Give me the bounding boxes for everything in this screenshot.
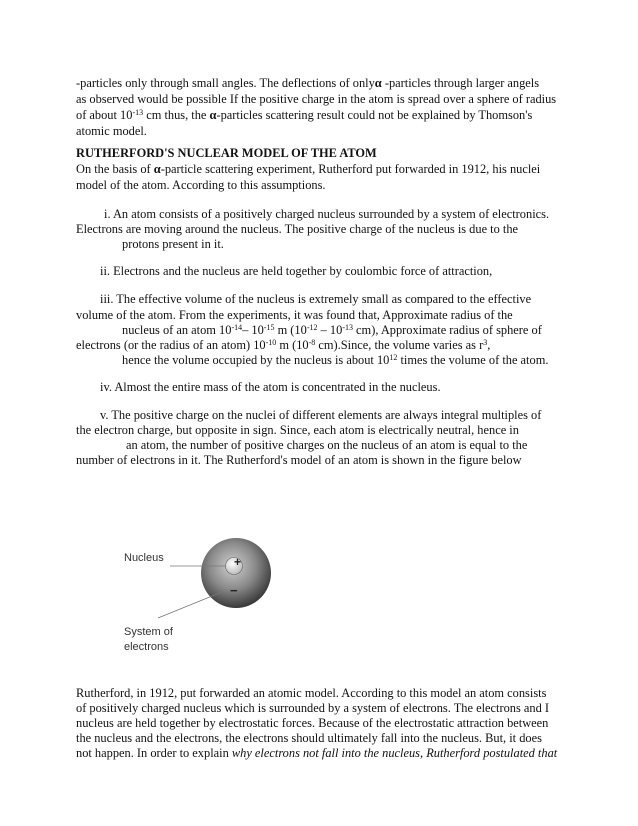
list-item-iv: iv. Almost the entire mass of the atom is concentrated in the nucleus. [100, 380, 441, 394]
text-line: the nucleus and the electrons, the electrons should ultimately fall into the nucleus. But, it does [76, 731, 542, 745]
list-item-ii: ii. Electrons and the nucleus are held together by coulombic force of attraction, [100, 264, 493, 278]
system-label-line2: electrons [124, 641, 169, 653]
text-line: as observed would be possible If the positive charge in the atom is spread over a sphere of radius [76, 92, 557, 106]
text-line: hence the volume occupied by the nucleus is about $10^{12}$ times the volume of the atom. [122, 353, 549, 367]
text-line: Electrons are moving around the nucleus. The positive charge of the nucleus is due to the [76, 222, 519, 236]
list-item-iii: iii. The effective volume of the nucleus is extremely small as compared to the effective [100, 292, 532, 306]
system-label-line1: System of [124, 626, 173, 638]
text-line: Rutherford, in 1912, put forwarded an atomic model. According to this model an atom consists [76, 686, 547, 700]
text-line: volume of the atom. From the experiments, it was found that, Approximate radius of the [76, 308, 513, 322]
list-item-v: v. The positive charge on the nuclei of different elements are always integral multiples of [100, 408, 542, 422]
section-heading: RUTHERFORD'S NUCLEAR MODEL OF THE ATOM [76, 146, 377, 160]
minus-sign: − [230, 583, 238, 598]
plus-sign: + [234, 555, 242, 569]
text-line: -particles only through small angles. The deflections of onlyα -particles through larger angels [76, 76, 540, 90]
text-line: atomic model. [76, 124, 147, 138]
nucleus-label: Nucleus [124, 552, 164, 564]
text-line: protons present in it. [122, 237, 224, 251]
text-line: of about $10^{-13}$ cm thus, the α-particles scattering result could not be explained by Thomson's [76, 108, 533, 122]
text-line: model of the atom. According to this assumptions. [76, 178, 326, 192]
text-line: nucleus of an atom $10^{-14}-$ $10^{-15}$ m ($10^{-12} - 10^{-13}$ cm), Approximate radius of sphere of [122, 323, 542, 337]
electron-pointer [158, 592, 222, 618]
text-line: On the basis of α-particle scattering experiment, Rutherford put forwarded in 1912, his nuclei [76, 162, 541, 176]
text-line: the electron charge, but opposite in sign. Since, each atom is electrically neutral, hence in [76, 423, 519, 437]
atom-figure [118, 518, 278, 668]
text-line: nucleus are held together by electrostatic forces. Because of the electrostatic attraction between [76, 716, 549, 730]
text-line: an atom, the number of positive charges on the nucleus of an atom is equal to the [126, 438, 528, 452]
text-line: number of electrons in it. The Rutherford's model of an atom is shown in the figure below [76, 453, 522, 467]
text-line: of positively charged nucleus which is surrounded by a system of electrons. The electrons and I [76, 701, 550, 715]
list-item-i: i. An atom consists of a positively charged nucleus surrounded by a system of electronics. [104, 207, 550, 221]
text-line: not happen. In order to explain why electrons not fall into the nucleus, Rutherford postulated that [76, 746, 558, 760]
text-line: electrons (or the radius of an atom) $10^{-10}$ m ($10^{-8}$ cm).Since, the volume varies as $r^3$, [76, 338, 491, 352]
